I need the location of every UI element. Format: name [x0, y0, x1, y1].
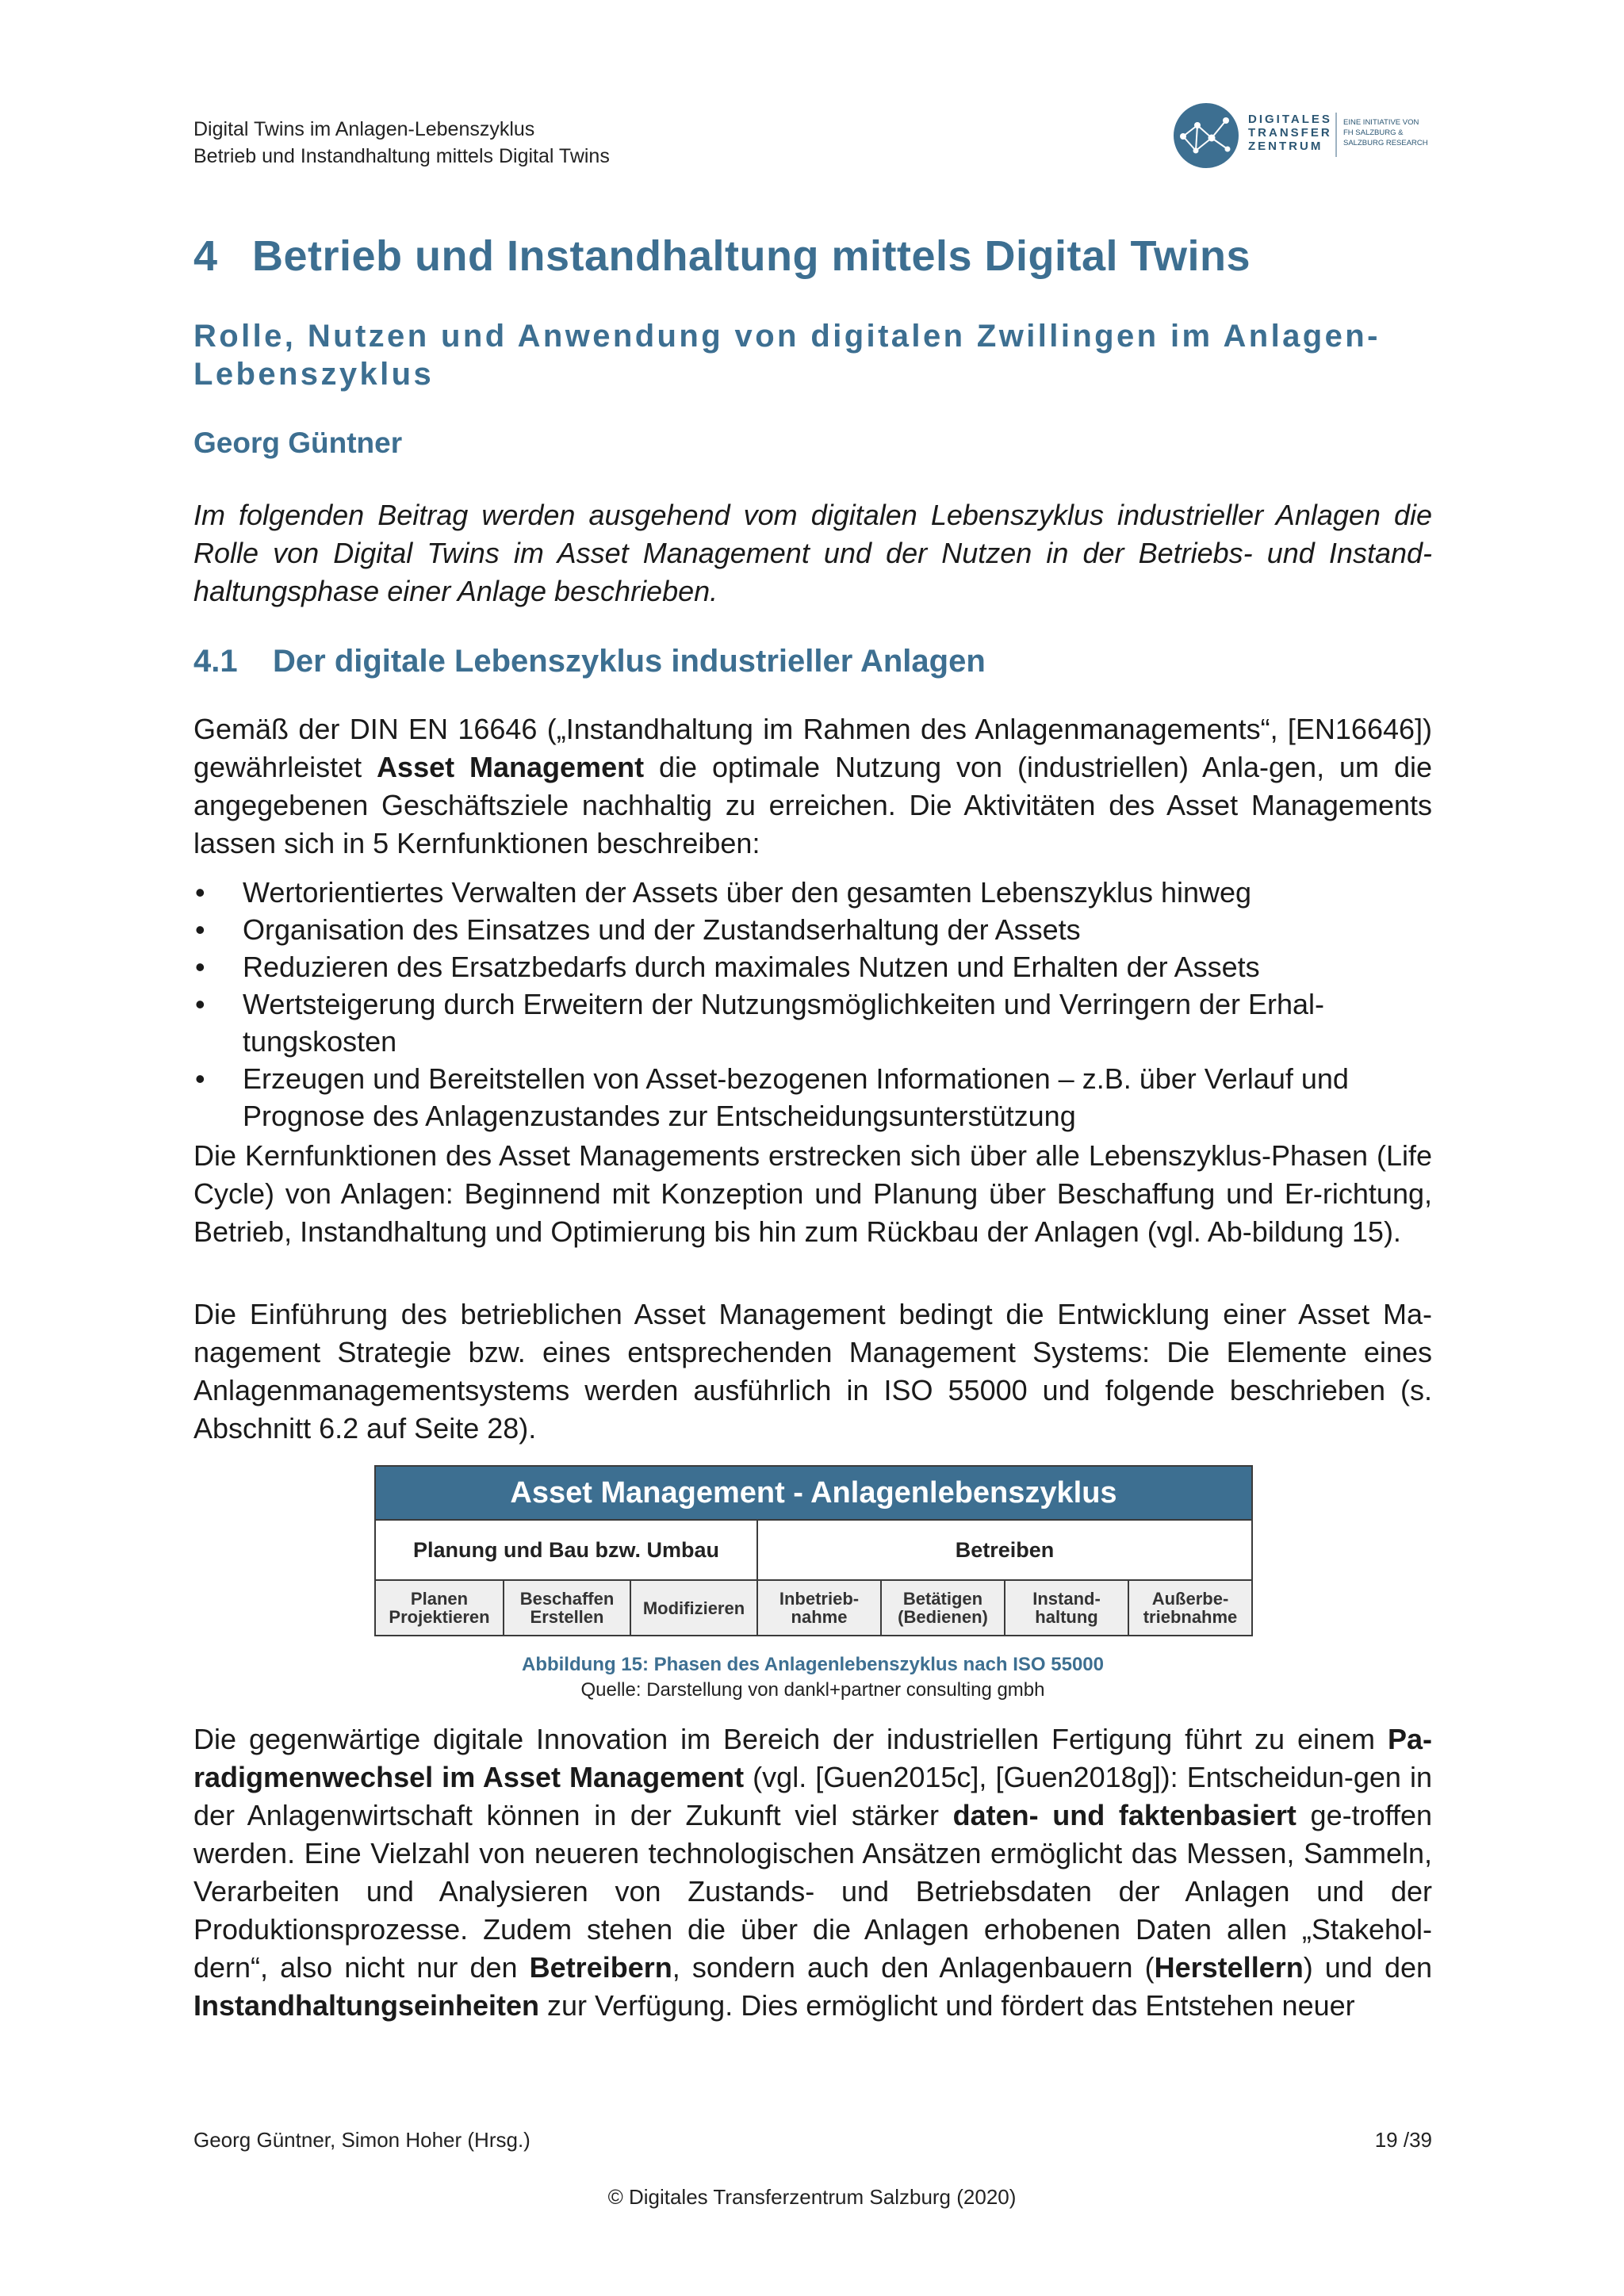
- phase-cell: [376, 1581, 503, 1635]
- phase-line-2: Erstellen: [530, 1607, 604, 1627]
- abstract: Im folgenden Beitrag werden ausgehend vom digitalen Lebenszyklus industrieller Anlagen die Rolle von Digital Twins im Asset Management und der Nutzen in der Betriebs- und Instand-haltungsphase einer Anlage beschrieben.: [193, 499, 1432, 607]
- figure-phases: [376, 1581, 1251, 1635]
- phase-line-2: haltung: [1035, 1607, 1098, 1627]
- p4-bold-1: Pa-radigmenwechsel im Asset Management: [193, 1723, 1432, 1793]
- page-number: 19 /39: [1374, 2128, 1432, 2152]
- running-header: [193, 116, 610, 170]
- copyright: © Digitales Transferzentrum Salzburg (2020): [607, 2185, 1017, 2209]
- footer-editors: Georg Güntner, Simon Hoher (Hrsg.): [193, 2128, 530, 2152]
- logo-word-3: ZENTRUM: [1248, 140, 1323, 153]
- phase-cell: [1128, 1581, 1251, 1635]
- bullet-icon: •: [195, 1062, 205, 1095]
- logo-word-2: TRANSFER: [1248, 126, 1332, 140]
- list-item-text: Organisation des Einsatzes und der Zustandserhaltung der Assets: [243, 913, 1081, 946]
- group-betreiben: Betreiben: [955, 1537, 1055, 1562]
- lifecycle-figure: [374, 1465, 1253, 1636]
- figure-title: Asset Management - Anlagenlebenszyklus: [376, 1467, 1251, 1521]
- bullet-icon: •: [195, 913, 205, 946]
- bullet-icon: •: [195, 876, 205, 909]
- phase-line-1: Modifizieren: [642, 1598, 745, 1618]
- list-item: [193, 1060, 1432, 1135]
- p4-text-4: , sondern auch den Anlagenbauern (: [672, 1951, 1155, 1984]
- phase-line-1: Außerbe-: [1151, 1589, 1229, 1609]
- section-heading: [193, 644, 986, 679]
- phase-cell: [756, 1581, 880, 1635]
- list-item: [193, 911, 1432, 948]
- phase-line-1: Inbetrieb-: [779, 1589, 860, 1609]
- logo-initiative-3: SALZBURG RESEARCH: [1343, 139, 1428, 147]
- list-item: [193, 948, 1432, 985]
- figure-caption: Abbildung 15: Phasen des Anlagenlebenszyklus nach ISO 55000: [521, 1654, 1104, 1675]
- list-item-text: Reduzieren des Ersatzbedarfs durch maximales Nutzen und Erhalten der Assets: [243, 951, 1260, 983]
- chapter-title: [193, 230, 1251, 282]
- list-item-text: Wertorientiertes Verwalten der Assets über den gesamten Lebenszyklus hinweg: [243, 876, 1252, 909]
- phase-cell: [630, 1581, 756, 1635]
- section-number: 4.1: [193, 644, 238, 679]
- phase-line-2: (Bedienen): [898, 1607, 988, 1627]
- paragraph-2: Die Kernfunktionen des Asset Managements erstrecken sich über alle Lebenszyklus-Phasen (Life Cycle) von Anlagen: Beginnend mit Konzeption und Planung über Beschaffung und Er-richtung, Betrieb, Instandhaltung und Optimierung bis hin zum Rückbau der Anlagen (vgl. Ab-bildung 15).: [193, 1139, 1432, 1248]
- list-item-text: Erzeugen und Bereitstellen von Asset-bezogenen Informationen – z.B. über Verlauf und Prognose des Anlagenzustandes zur Entscheidungsunterstützung: [243, 1062, 1349, 1132]
- section-title: Der digitale Lebenszyklus industrieller Anlagen: [273, 644, 986, 679]
- group-planung: Planung und Bau bzw. Umbau: [376, 1521, 758, 1579]
- paragraph-1-text-a: Gemäß der DIN EN 16646 („Instandhaltung im Rahmen des Anlagenmanagements“, [EN16646]) gewährleistet: [193, 713, 1432, 783]
- figure-phase-groups: [376, 1521, 1251, 1581]
- chapter-number: 4: [193, 232, 218, 280]
- list-item: [193, 874, 1432, 911]
- p4-text-2: (vgl. [Guen2015c], [Guen2018g]): Entscheidun-gen in der Anlagenwirtschaft können in der Zukunft viel stärker: [193, 1761, 1433, 1831]
- paragraph-4: [193, 1720, 1432, 2025]
- paragraph-1-bold: Asset Management: [377, 751, 645, 783]
- header-line-2: Betrieb und Instandhaltung mittels Digital Twins: [193, 145, 610, 167]
- phase-line-2: triebnahme: [1143, 1607, 1238, 1627]
- paragraph-1: [193, 710, 1432, 863]
- author: Georg Güntner: [193, 427, 403, 459]
- logo-word-1: DIGITALES: [1248, 113, 1332, 126]
- p4-bold-3: Betreibern: [529, 1951, 672, 1984]
- p4-text-6: zur Verfügung. Dies ermöglicht und fördert das Entstehen neuer: [539, 1989, 1355, 2022]
- p4-text-3: ge-troffen werden. Eine Vielzahl von neueren technologischen Ansätzen ermöglicht das Messen, Sammeln, Verarbeiten und Analysieren von Zustands- und Betriebsdaten der Anlagen und der Produktionsprozesse. Zudem stehen die über die Anlagen erhobenen Daten allen „Stakehol-dern“, also nicht nur den: [193, 1799, 1433, 1984]
- network-logo-icon: [1172, 101, 1240, 170]
- header-line-1: Digital Twins im Anlagen-Lebenszyklus: [193, 118, 535, 140]
- bullet-icon: •: [195, 951, 205, 983]
- logo-wordmark: [1248, 113, 1332, 153]
- phase-line-1: Betätigen: [902, 1589, 983, 1609]
- dtz-logo: [1172, 101, 1434, 173]
- logo-initiative-1: EINE INITIATIVE VON: [1343, 118, 1419, 127]
- list-item: [193, 985, 1432, 1060]
- phase-cell: [880, 1581, 1004, 1635]
- phase-line-1: Instand-: [1032, 1589, 1101, 1609]
- core-functions-list: [193, 874, 1432, 1135]
- phase-line-1: Beschaffen: [519, 1589, 615, 1609]
- logo-initiative-2: FH SALZBURG &: [1343, 128, 1404, 137]
- chapter-subtitle: Rolle, Nutzen und Anwendung von digitalen Zwillingen im Anlagen-Lebenszyklus: [193, 319, 1381, 392]
- p4-bold-4: Herstellern: [1154, 1951, 1304, 1984]
- paragraph-3: Die Einführung des betrieblichen Asset Management bedingt die Entwicklung einer Asset Ma-nagement Strategie bzw. eines entsprechenden Management Systems: Die Elemente eines Anlagenmanagementsystems werden ausführlich in ISO 55000 und folgende beschrieben (s. Abschnitt 6.2 auf Seite 28).: [193, 1298, 1432, 1445]
- logo-divider: [1335, 113, 1337, 157]
- p4-text-5: ) und den: [1303, 1951, 1433, 1984]
- chapter-title-text: Betrieb und Instandhaltung mittels Digital Twins: [252, 232, 1251, 280]
- logo-initiative: [1343, 117, 1428, 148]
- phase-line-2: nahme: [791, 1607, 848, 1627]
- phase-line-1: Planen: [410, 1589, 469, 1609]
- figure-source: Quelle: Darstellung von dankl+partner consulting gmbh: [580, 1679, 1045, 1701]
- phase-cell: [1004, 1581, 1128, 1635]
- bullet-icon: •: [195, 988, 205, 1020]
- phase-cell: [503, 1581, 630, 1635]
- paragraph-1-text-b: die optimale Nutzung von (industriellen) Anla-gen, um die angegebenen Geschäftsziele nachhaltig zu erreichen. Die Aktivitäten des Asset Managements lassen sich in 5 Kernfunktionen beschreiben:: [193, 751, 1432, 859]
- phase-line-2: Projektieren: [389, 1607, 490, 1627]
- p4-text-1: Die gegenwärtige digitale Innovation im Bereich der industriellen Fertigung führt zu einem: [193, 1723, 1388, 1755]
- list-item-text: Wertsteigerung durch Erweitern der Nutzungsmöglichkeiten und Verringern der Erhal-tungskosten: [243, 988, 1325, 1058]
- p4-bold-2: daten- und faktenbasiert: [952, 1799, 1297, 1831]
- p4-bold-5: Instandhaltungseinheiten: [193, 1989, 540, 2022]
